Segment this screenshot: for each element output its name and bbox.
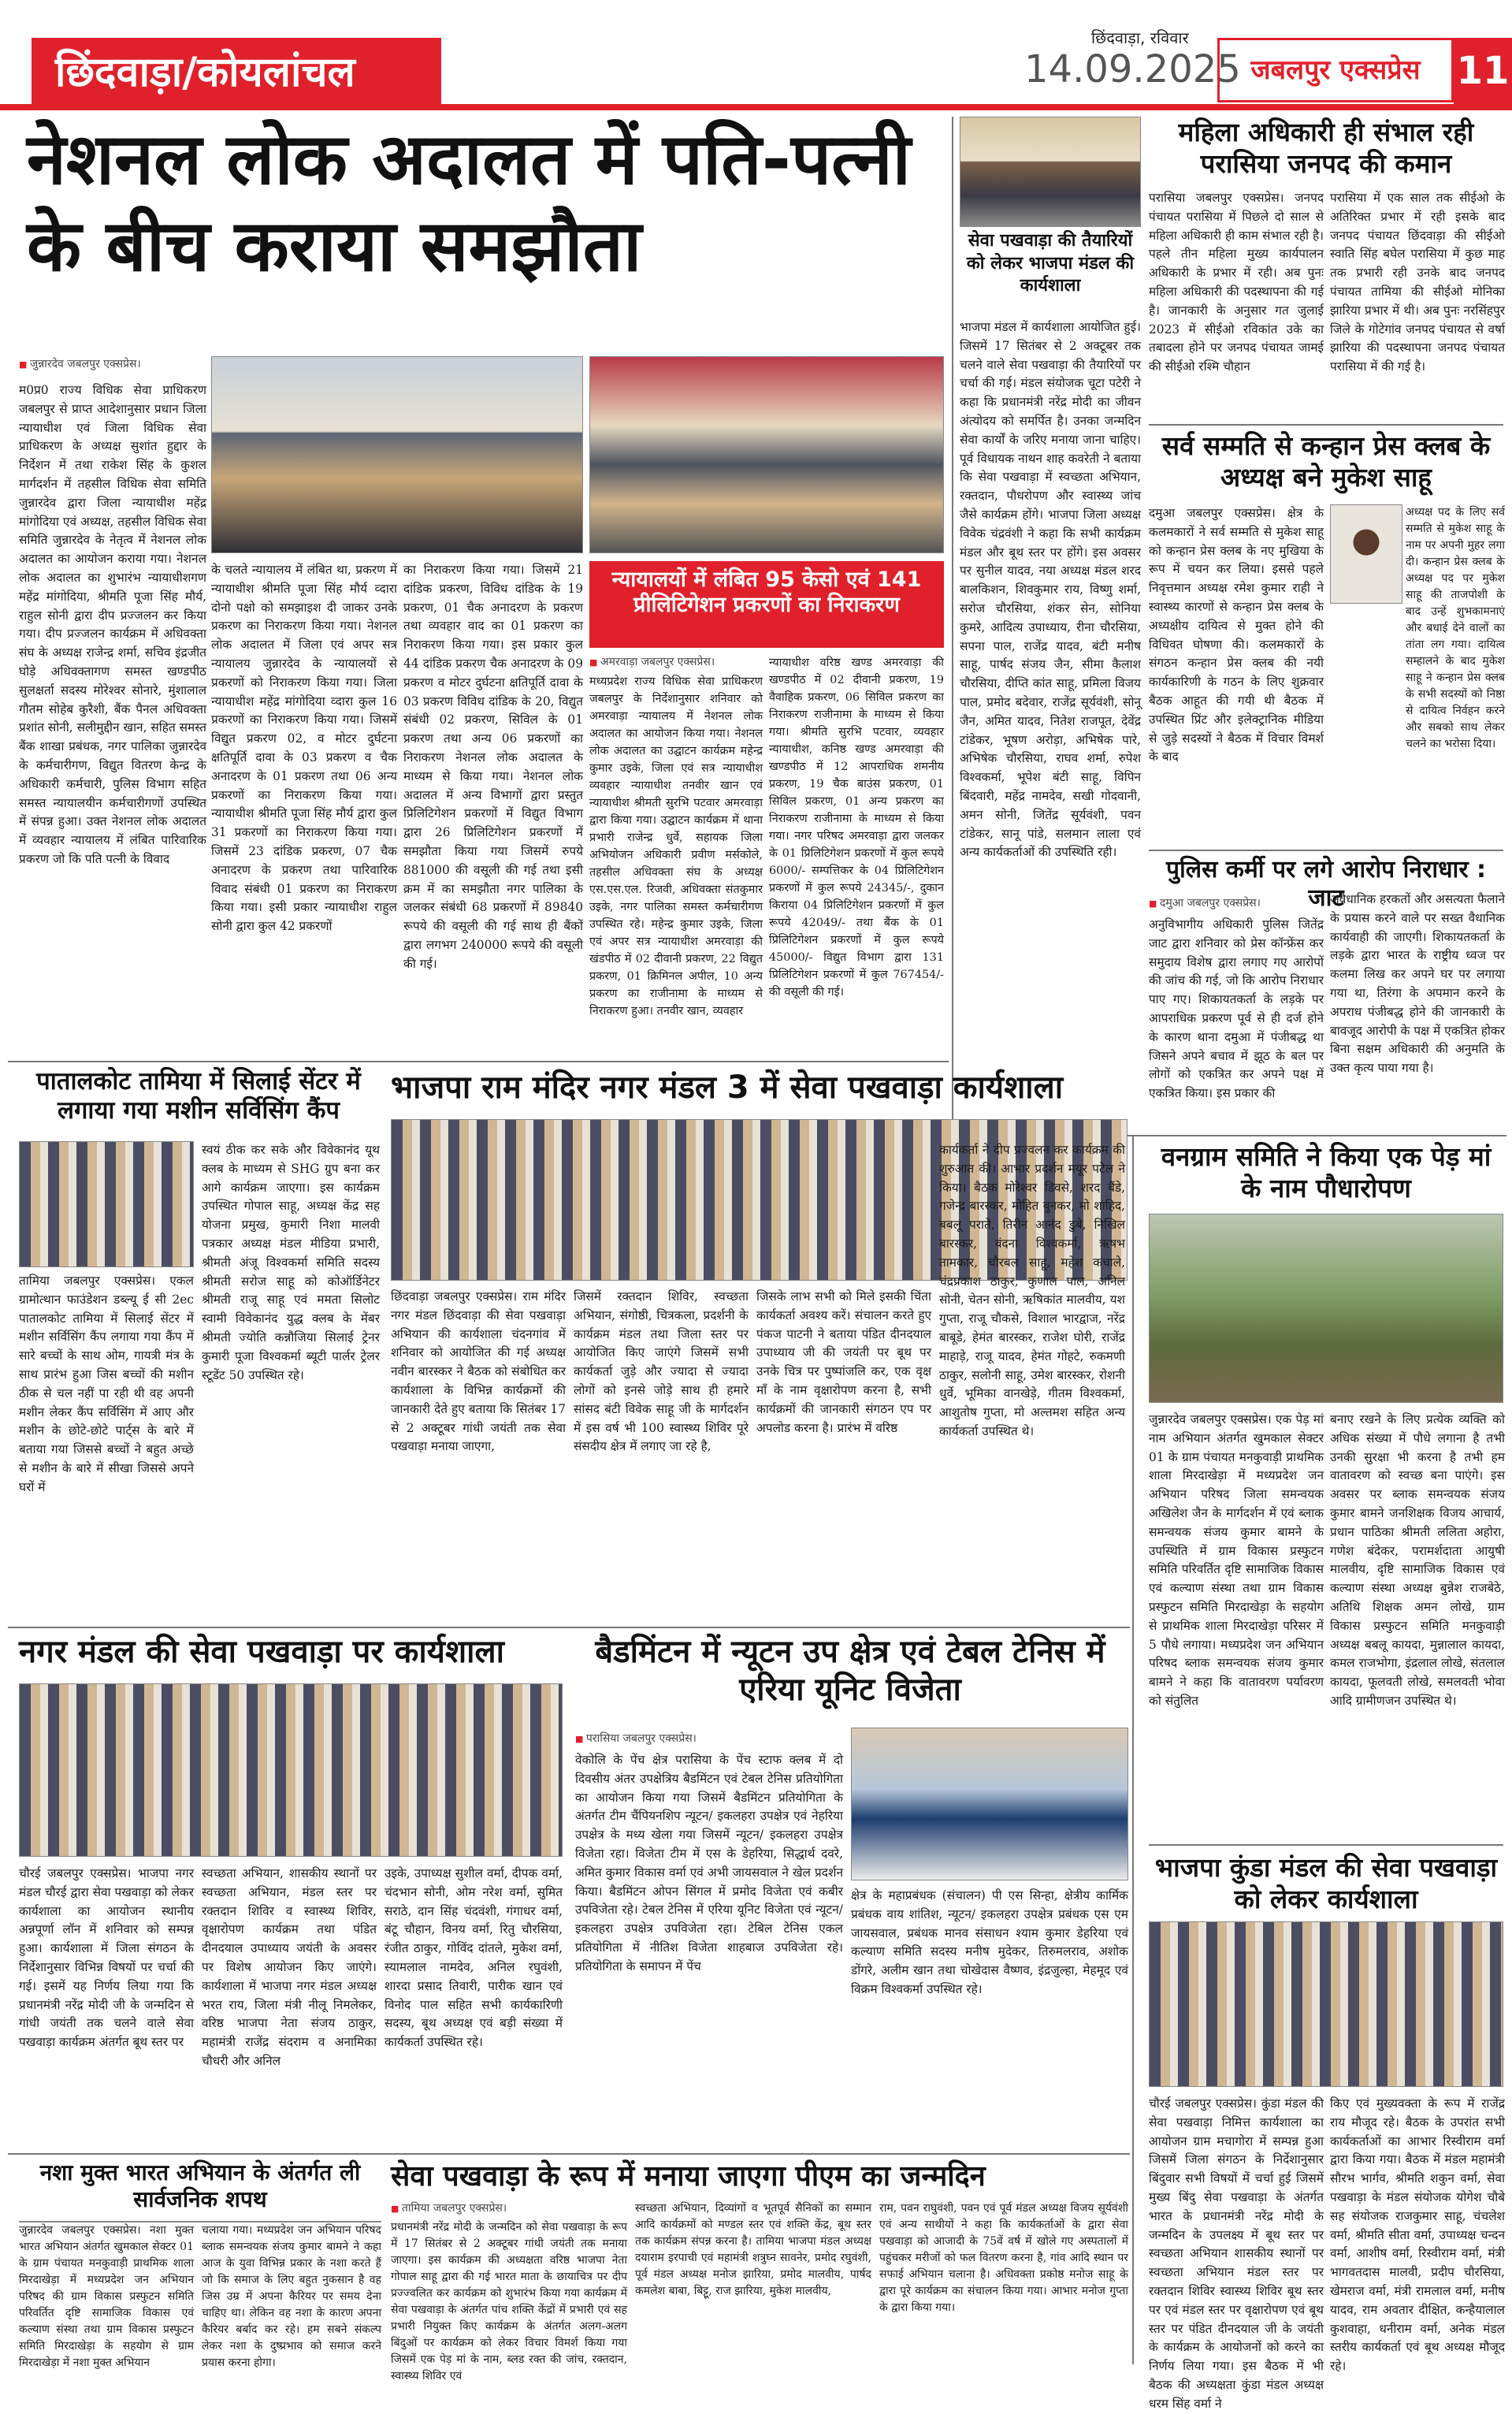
- s8-headline: वनग्राम समिति ने किया एक पेड़ मां के नाम पौधारोपण: [1161, 1141, 1492, 1203]
- s3-column-1: परासिया जबलपुर एक्सप्रेस। जनपद पंचायत परासिया में पिछले दो साल से महिला अधिकारी ही काम संभाल रही है। पहले तीन महिला मुख्य कार्यपालन अधिकारी के प्रभार में रही। अब पुनः महिला अधिकारी की पदस्थापना की गई है। जानकारी के अनुसार गत जुलाई 2023 में सीईओ रविकांत उके का तबादला होने पर जनपद पंचायत जामई की सीईओ रश्मि चौहान: [1149, 191, 1324, 374]
- paper-name: जबलपुर एक्सप्रेस: [1217, 38, 1454, 102]
- s10-photo: [851, 1728, 1128, 1880]
- s7-column-2: जिसमें रक्तदान शिविर, स्वच्छता अभियान, संगोष्ठी, चित्रकला, प्रदर्शनी के कार्यक्रम मंडल तथा जिला स्तर पर आयोजित किए जाएंगे जिसमें सभी कार्यकर्ता जुड़े और ज्यादा से ज्यादा लोगों को इनसे जोड़े साथ ही हमारे सांसद बंटी विवेक साहू जी के मार्गदर्शन में इस वर्ष भी 100 स्वास्थ्य शिविर पूरे संसदीय क्षेत्र में लगाए जा रहे है,: [574, 1289, 749, 1454]
- s4-column-2: अध्यक्ष पद के लिए सर्व सम्मति से मुकेश साहू के नाम पर अपनी मुहर लगा दी। कन्हान प्रेस क्लब के अध्यक्ष पद पर मुकेश साहू की ताजपोशी के बाद उन्हें शुभकामनाएं और बधाई देने वालों का तांता लग गया। दायित्व सम्हालने के बाद मुकेश साहू ने कन्हान प्रेस क्लब के सभी सदस्यों को निष्ठा से दायित्व निर्वहन करने और सबको साथ लेकर चलने का भरोसा दिया।: [1406, 506, 1505, 750]
- s12-headline: सेवा पखवाड़ा के रूप में मनाया जाएगा पीएम का जन्मदिन: [391, 2160, 986, 2193]
- rule: [8, 2153, 1130, 2155]
- s5-column-2: अवैधानिक हरकतों और असत्यता फैलाने के प्रयास करने वाले पर सख्त वैधानिक कार्यवाही की जाएगी। शिकायतकर्ता के लड़के द्वारा भारत के राष्ट्रीय ध्वज पर कलमा लिख कर अपने घर पर लगाया गया था, तिरंगा के अपमान करने के अपराध पंजीबद्ध होने की जानकारी के बावजूद आरोपी के पक्ष में एकत्रित होकर बिना सक्षम अधिकारी की अनुमति के उक्त कृत्य पाया गया है।: [1330, 892, 1505, 1076]
- s6-photo: [19, 1141, 194, 1267]
- s12-column-2: स्वच्छता अभियान, दिव्यांगों व भूतपूर्व सैनिकों का सम्मान आदि कार्यक्रमों को मण्डल स्तर एवं शक्ति केंद्र, बूथ स्तर तक कार्यक्रम संपन्न करना है। तामिया भाजपा मंडल अध्यक्ष दयाराम इरपाची एवं महामंत्री शत्रुघ्न सावनेर, प्रमोद रघुवंशी, पूर्व मंडल अध्यक्ष मनोज झारिया, प्रमोद मालवीय, पार्षद कमलेश बाबा, बिट्टू, राज झारिया, मुकेश मालवीय,: [635, 2202, 871, 2297]
- s10-column-1: वेकोलि के पेंच क्षेत्र परासिया के पेंच स्टाफ क्लब में दो दिवसीय अंतर उपक्षेत्रिय बैडमिंटन एवं टेबल टेनिस प्रतियोगिता का आयोजन किया गया जिसमें बैडमिंटन प्रतियोगिता के अंतर्गत टीम चैंपियनशिप न्यूटन/ इकलहरा उपक्षेत्र एवं नेहरिया उपक्षेत्र के मध्य खेला गया जिसमें न्यूटन/ इकलहरा उपक्षेत्र विजेता रहा। विजेता टीम में एस के डेहरिया, सिद्धार्थ दवरे, अमित कुमार विकास वर्मा एवं अभी जायसवाल ने खेल प्रदर्शन किया। बैडमिंटन ओपन सिंगल में प्रमोद विजेता एवं कबीर उपविजेता रहे। टेबल टेनिस में एरिया यूनिट विजेता एवं न्यूटन/ इकलहरा उपक्षेत्र उपविजेता रहा। टेबिल टेनिस एकल प्रतियोगिता में नीतिश विजेता शाहबाज उपविजेता रहे। प्रतियोगिता के समापन में पेंच: [575, 1753, 843, 1973]
- s6-column-2: स्वयं ठीक कर सके और विवेकानंद यूथ क्लब के माध्यम से SHG ग्रुप बना कर आगे कार्यक्रम जाएगा। इस कार्यक्रम उपस्थित गोपाल साहू, अध्यक्ष केंद्र सह योजना प्रमुख, कुमारी निशा मालवी पत्रकार अध्यक्ष मंडल मीडिया प्रभारी, श्रीमती अंजू विश्वकर्मा समिति सदस्य श्रीमती सरोज साहू को कोऑर्डिनेटर श्रीमती राजू साहू एवं ममता सिलोट स्वामी विवेकानंद युद्ध क्लब के मेंबर श्रीमती ज्योति कन्नौजिया सिलाई ट्रेनर कुमारी पूजा विश्वकर्मा ब्यूटी पार्लर ट्रेलर स्टूडेंट 50 उपस्थित रहे।: [202, 1143, 380, 1382]
- s13-column-1: चौरई जबलपुर एक्सप्रेस। कुंडा मंडल की सेवा पखवाड़ा निमित्त कार्यशाला का आयोजन ग्राम मचागोरा में सम्पन्न हुआ जिसमें जिला संगठन के निर्देशानुसार बिंदुवार सभी विषयों में चर्चा हुई जिसमें मुख्य बिंदु सेवा पखवाड़ा के अंतर्गत भारत के प्रधानमंत्री नरेंद्र मोदी के जन्मदिन के उपलक्ष्य में बूथ स्तर पर स्वच्छता अभियान शासकीय स्थानों पर स्वच्छता अभियान मंडल स्तर पर रक्तदान शिविर स्वास्थ्य शिविर बूथ स्तर पर एवं मंडल स्तर पर वृक्षारोपण एवं बूथ स्तर पर पंडित दीनदयाल जी के जयंती के कार्यक्रम के आयोजनों को करने का निर्णय लिया गया। इस बैठक में भी बैठक की अध्यक्षता कुंडा मंडल अध्यक्ष धरम सिंह वर्मा ने: [1149, 2096, 1324, 2411]
- s7-column-3: जिसके लाभ सभी को मिले इसकी चिंता कार्यकर्ता अवश्य करें। संचालन करते हुए पंकज पाटनी ने बताया पंडित दीनदयाल उपाध्याय जी की जयंती पर बूथ पर उनके चित्र पर पुष्पांजलि कर, एक वृक्ष माँ के नाम वृक्षारोपण करना है, सभी कार्यक्रमों की जानकारी संगठन एप पर अपलोड करना है। प्रारंभ में वरिष्ठ: [756, 1289, 931, 1435]
- s2-photo: [960, 117, 1141, 227]
- s13-headline: भाजपा कुंडा मंडल की सेवा पखवाड़ा को लेकर कार्यशाला: [1154, 1852, 1498, 1914]
- header-date: 14.09.2025: [1024, 47, 1241, 91]
- lead-column-2: के चलते न्यायालय में लंबित था, प्रकरण में न्यायाधीश श्रीमति पूजा सिंह मौर्य व्दारा दोनो पक्षो को समझाइश दी जाकर उनके प्रकरण का निराकरण किया गया। नेशनल लोक अदालत में जिला एवं अपर सत्र न्यायालय जुन्नारदेव के न्यायालयों से प्रकरणों को निराकरण किया गया। जिला न्यायाधीश महेंद्र मांगोदिया व्दारा कुल 16 प्रकरणों का निराकरण किया गया। जिसमें विद्युत प्रकरण 02, व मोटर दुर्घटना क्षतिपूर्ति दावा के 03 प्रकरण व चैक अनादरण के 01 प्रकरण तथा 06 अन्य प्रकरणों का निराकरण किया गया। न्यायाधीश श्रीमति पूजा सिंह मौर्य द्वारा कुल 31 प्रकरणों का निराकरण किया गया। जिसमें 23 दांडिक प्रकरण, 07 चैक अनादरण के प्रकरण तथा पारिवारिक विवाद संबंधी 01 प्रकरण का निराकरण किया गया। इसी प्रकार न्यायाधीश राहुल सोनी द्वारा कुल 42 प्रकरणों: [211, 563, 397, 934]
- s2-headline: सेवा पखवाड़ा की तैयारियों को लेकर भाजपा मंडल की कार्यशाला: [966, 231, 1135, 296]
- s13-photo: [1149, 1921, 1503, 2087]
- lead-column-3: का निराकरण किया गया। जिसमें 21 दांडिक प्रकरण, विविध दांडिक के 19 प्रकरण, 01 चैक अनादरण के प्रकरण तथा व्यवहार वाद का 01 प्रकरण का निराकरण किया गया। इस प्रकार कुल 44 दांडिक प्रकरण चैक अनादरण के 09 प्रकरण व मोटर दुर्घटना क्षतिपूर्ति दावा के 03 प्रकरण विविध दांडिक के 20, विद्युत संबंधी 02 प्रकरण, सिविल के 01 प्रकरण तथा अन्य 06 प्रकरणों का निराकरण नेशनल लोक अदालत के माध्यम से किया गया। नेशनल लोक अदालत में अन्य विभागों द्वारा प्रस्तुत प्रिलिटिगेशन प्रकरणों में विद्युत विभाग द्वारा 26 प्रिलिटिगेशन प्रकरणों में समझौता किया गया जिसमें रुपये 881000 की वसूली की गई तथा इसी क्रम में का समझौता नगर पालिका के जलकर संबंधी 68 प्रकरणों में 89840 रूपये की वसूली की गई साथ ही बैंकों द्वारा लगभग 240000 रूपये की वसूली की गई।: [403, 563, 583, 971]
- rule: [8, 1627, 1130, 1628]
- section-label: छिंदवाड़ा/कोयलांचल: [32, 38, 441, 107]
- s8-column-1: जुन्नारदेव जबलपुर एक्सप्रेस। एक पेड़ मां नाम अभियान अंतर्गत खुमकाल सेक्टर 01 के ग्राम पंचायत मनकुवाड़ी प्राथमिक शाला मिरदाखेड़ा में मध्यप्रदेश जन अभियान परिषद जिला समन्वयक अखिलेश जैन के मार्गदर्शन में एवं ब्लाक समन्वयक संजय कुमार बामने के उपस्थिति में ग्राम विकास प्रस्फुटन समिति परिवर्तित दृष्टि सामाजिक विकास एवं कल्याण संस्था तथा ग्राम विकास प्रस्फुटन समिति मिरदाखेड़ा के सहयोग से प्राथमिक शाला मिरदाखेड़ा परिसर में 5 पौधे लगाया। मध्यप्रदेश जन अभियान परिषद ब्लाक समन्वयक संजय कुमार बामने ने कहा कि वातावरण पर्यावरण को संतुलित: [1149, 1412, 1324, 1708]
- s4-column-1: दमुआ जबलपुर एक्सप्रेस। क्षेत्र के कलमकारों ने सर्व सम्मति से मुकेश साहू को कन्हान प्रेस क्लब के नए मुखिया के रूप में चयन कर लिया। इससे पहले निवृत्तमान अध्यक्ष रमेश कुमार राही ने स्वास्थ्य कारणों से कन्हान प्रेस क्लब के अध्यक्षीय दायित्व से मुक्त होने की विधिवत घोषणा की। कलमकारों के संगठन कन्हान प्रेस क्लब की नयी कार्यकारिणी के गठन के लिए शुक्रवार बैठक आहूत की गयी थी बैठक में उपस्थित प्रिंट और इलेक्ट्रानिक मीडिया से जुड़े सदस्यों ने बैठक में विचार विमर्श के बाद: [1149, 506, 1324, 764]
- s13-column-2: किए एवं मुख्यवक्ता के रूप में राजेंद्र राय मौजूद रहे। बैठक के उपरांत सभी कार्यकर्ताओं का आभार रिस्वीराम वर्मा द्वारा किया गया। बैठक में मंडल महामंत्री सौरभ भार्गव, श्रीमति शकुन वर्मा, सेवा पखवाड़ा के मंडल संयोजक योगेश चौबे सह संयोजक राजकुमार साहू, चंचलेश वर्मा, श्रीमति सीता वर्मा, उपाध्यक्ष चन्दन वर्मा, आशीष वर्मा, रिस्वीराम वर्मा, मंत्री भागवतदास मालवी, प्रदीप चौरसिया, खेमराज वर्मा, मंत्री रामलाल वर्मा, मनीष यादव, राम अवतार दीक्षित, कन्हैयालाल कुशवाहा, धनीराम वर्मा, अनेक मंडल स्तरीय कार्यकर्ता एवं बूथ अध्यक्ष मौजूद रहे।: [1330, 2096, 1505, 2374]
- s11-headline: नशा मुक्त भारत अभियान के अंतर्गत ली सार्वजनिक शपथ: [39, 2159, 361, 2212]
- box-headline: न्यायालयों में लंबित 95 केसो एवं 141 प्रीलिटिगेशन प्रकरणों का निराकरण: [589, 561, 944, 648]
- page-number: 11: [1454, 38, 1512, 104]
- box-column-2: न्यायाधीश वरिष्ठ खण्ड अमरवाड़ा की खण्डपीठ में 02 दीवानी प्रकरण, 19 वैवाहिक प्रकरण, 06 सिविल प्रकरण का निराकरण राजीनामा के माध्यम से किया गया। श्रीमति सुरभि पटवार, व्यवहार न्यायाधीश, कनिष्ठ खण्ड अमरवाड़ा की खण्डपीठ में 12 आपराधिक शमनीय प्रकरण, 19 चैक बाउंस प्रकरण, 01 सिविल प्रकरण, 01 अन्य प्रकरण का निराकरण राजीनामा के माध्यम से किया गया। नगर परिषद अमरवाड़ा द्वारा जलकर के 01 प्रिलिटिगेशन प्रकरणों में कुल रूपये 6000/- सम्पत्तिकर के 04 प्रिलिटिगेशन प्रकरणों में कुल रूपये 24345/-, दुकान किराया 04 प्रिलिटिगेशन प्रकरणों में कुल रूपये 42049/- तथा बैंक के 01 प्रिलिटिगेशन प्रकरणों में कुल रूपये 45000/- विद्युत विभाग द्वारा 131 प्रिलिटिगेशन प्रकरणों में कुल 767454/- की वसूली की गई।: [769, 657, 944, 999]
- rule: [1149, 424, 1503, 426]
- rule: [1149, 1844, 1503, 1846]
- s10-headline: बैडमिंटन में न्यूटन उप क्षेत्र एवं टेबल टेनिस में एरिया यूनिट विजेता: [595, 1634, 1105, 1708]
- s3-headline: महिला अधिकारी ही संभाल रही परासिया जनपद की कमान: [1178, 117, 1474, 179]
- lead-photo-event: [589, 356, 944, 553]
- column-divider: [1132, 1135, 1134, 2364]
- s12-byline: ■ तामिया जबलपुर एक्सप्रेस।: [391, 2200, 627, 2215]
- s8-column-2: बनाए रखने के लिए प्रत्येक व्यक्ति को अधिक संख्या में पौधे लगाना है तभी उनकी सुरक्षा भी करना है तभी हम वातावरण को स्वच्छ बना पाएंगे। इस अवसर पर ब्लाक समन्वयक संजय कुमार बामने जनशिक्षक विजय आचार्य, प्रधान पाठिका श्रीमती ललिता अहोरा, गणेश बंदेकर, परामर्शदाता आयुषी मालवीय, दृष्टि सामाजिक विकास एवं कल्याण संस्था अध्यक्ष बुन्नेश राजबेठे, अतिथि शिक्षक अमन लोखे, ग्राम विकास प्रस्फुटन समिति मनकुवाड़ी अध्यक्ष बबलू कायदा, मुन्नालाल कायदा, कमल राजभोगा, इंद्रलाल लोखे, संतलाल कायदा, फूलवती लोखे, समलवती भोवा आदि ग्रामीणजन उपस्थित थे।: [1330, 1412, 1505, 1708]
- s10-column-2: क्षेत्र के महाप्रबंधक (संचालन) पी एस सिन्हा, क्षेत्रीय कार्मिक प्रबंधक वाय शांतिश, न्यूटन/ इकलहरा उपक्षेत्र प्रबंधक एस एम जायसवाल, प्रबंधक मानव संसाधन श्याम कुमार डेहरिया एवं कल्याण समिति सदस्य मनीष मुदेकर, तिरुमलराव, अशोक डोंगरे, अलीम खान तथा चोखेदास वैष्णव, इंद्रजुल्हा, मेहमूद एवं विक्रम विश्वकर्मा उपस्थित रहे।: [851, 1888, 1128, 1996]
- lead-column-1: म0प्र0 राज्य विधिक सेवा प्राधिकरण जबलपुर से प्राप्त आदेशानुसार प्रधान जिला न्यायाधीश एवं जिला विधिक सेवा प्राधिकरण के अध्यक्ष सुशांत हुद्दार के निर्देशन में तथा राकेश सिंह के कुशल मार्गदर्शन में तहसील विधिक सेवा समिति जुन्नारदेव द्वारा जिला न्यायाधीश महेंद्र मांगोदिया एवं अध्यक्ष, तहसील विधिक सेवा समिति जुन्नारदेव के नेतृत्व में नेशनल लोक अदालत का आयोजन कराया गया। नेशनल लोक अदालत का शुभारंभ न्यायाधीशगण महेंद्र मांगोदिया, श्रीमति पूजा सिंह मौर्य, राहुल सोनी द्वारा दीप प्रज्जलन कर किया गया। दीप प्रज्जलन कार्यक्रम में अधिवक्ता संघ के अध्यक्ष राजेन्द्र शर्मा, सचिव इंद्रजीत घोड़े अधिवक्तागण समस्त खण्डपीठ सुलक्षर्ता सदस्य मोरेश्वर सोनारे, मुंशालाल गौतम सोहेब कुरैशी, बैंक पैनल अधिवक्ता प्रशांत सोनी, सलीमुद्दीन खान, सहित समस्त बैंक शाखा प्रबंधक, नगर पालिका जुन्नारदेव के कर्मचारीगण, विद्युत वितरण केन्द्र के अधिकारी कर्मचारी, पुलिस विभाग सहित समस्त न्यायालयीन कर्मचारीगणों उपस्थित में संपन्न हुआ। उक्त नेशनल लोक अदालत में व्यवहार न्यायालय में लंबित पारिवारिक प्रकरण जो कि पति पत्नी के विवाद: [19, 383, 206, 866]
- box-byline: ■ अमरवाड़ा जबलपुर एक्सप्रेस।: [589, 654, 763, 669]
- s12-column-1: प्रधानमंत्री नरेंद्र मोदी के जन्मदिन को सेवा पखवाड़ा के रूप में 17 सितंबर से 2 अक्टूबर गांधी जयंती तक मनाया जाएगा। इस कार्यक्रम की अध्यक्षता वरिष्ठ भाजपा नेता गोपाल साहू द्वारा की गई भारत माता के छायाचित्र पर दीप प्रज्ज्वलित कर कार्यक्रम को शुभारंभ किया गया कार्यक्रम में सेवा पखवाड़ा के अंतर्गत पांच शक्ति केंद्रों में प्रभारी एवं सह प्रभारी नियुक्त किए कार्यक्रम के अंतर्गत अलग-अलग बिंदुओं पर कार्यक्रम को लेकर विचार विमर्श किया गया जिसमें एक पेड़ मां के नाम, ब्लड रक्त की जांच, रक्तदान, स्वास्थ्य शिविर एवं: [391, 2221, 627, 2382]
- s6-headline: पातालकोट तामिया में सिलाई सेंटर में लगाया गया मशीन सर्विसिंग कैंप: [36, 1067, 361, 1125]
- lead-byline: ■ जुन्नारदेव जबलपुर एक्सप्रेस।: [19, 356, 208, 371]
- s7-column-1: छिंदवाड़ा जबलपुर एक्सप्रेस। राम मंदिर नगर मंडल छिंदवाड़ा की सेवा पखवाड़ा अभियान की कार्यशाला चंदनगांव में शनिवार को आयोजित की गई अध्यक्ष नवीन बारस्कर ने बैठक को संबोधित कर कार्यशाला के विभिन्न कार्यक्रमों की जानकारी देते हुए बताया कि सितंबर 17 से 2 अक्टूबर गांधी जयंती तक सेवा पखवाड़ा मनाया जाएगा,: [391, 1289, 566, 1454]
- s10-byline: ■ परासिया जबलपुर एक्सप्रेस।: [575, 1731, 843, 1746]
- s12-column-3: राम, पवन राघुवंशी, पवन एवं पूर्व मंडल अध्यक्ष विजय सूर्यवंशी एवं अन्य साथीयों ने कहा कि कार्यकर्ताओं के द्वारा सेवा पखवाड़ा को आजादी के 75वें वर्ष में खोले गए अस्पतालों में पहुंचकर मरीजों को फल वितरण करना है, गांव आदि स्थान पर सफाई अभियान चलाना है। अधिवक्ता प्रकोष्ठ मनोज साहू के द्वारा पूरे कार्यक्रम का संचालन किया गया। आभार मनोज गुप्ता के द्वारा किया गया।: [879, 2202, 1128, 2314]
- s4-portrait: [1330, 504, 1402, 604]
- s3-column-2: परासिया में एक साल तक सीईओ के अतिरिक्त प्रभार में रही इसके बाद जनपद पंचायत छिंदवाड़ा की सीईओ स्वाति सिंह बघेल परासिया में कुछ माह तक प्रभारी रही उनके बाद जनपद पंचायत तामिया की सीईओ मोनिका झारिया प्रभार में थी। अब पुनः नरसिंहपुर जिले के गोटेगांव जनपद पंचायत से वर्षा झारिया की पदस्थापना जनपद पंचायत परासिया में की गई है।: [1330, 191, 1505, 374]
- lead-headline: नेशनल लोक अदालत में पति-पत्नी के बीच कराया समझौता: [27, 118, 911, 288]
- s7-column-4: कार्यकर्ता ने दीप प्रज्वलन कर कार्यक्रम की शुरुआत की। आभार प्रदर्शन मयूर पटेल ने किया। बैठक मोरेश्वर डिवसे, शरद बैंडे, गजेन्द्र बारस्कर, मोहित बुनकर, मो शाहिद, बबलू पराते, तिरीन आनंद डुबे, निखिल बारस्कर, वंदना विश्वकर्मा, ऋषभ तामकार, चौरबल साहू, महेश कचाले, चंद्रप्रकाश ठाकुर, कुणाल पाल, अनिल सोनी, चेतन सोनी, ऋषिकांत मालवीय, यश गुप्ता, राजू चौकसे, विशाल भारद्वाज, नरेंद्र बाबूडे, हेमंत बारस्कर, राजेश घोरी, राजेंद्र माहाड़े, राजू यादव, हेमंत गोहटे, रुकमणी ठाकुर, सलोनी साहू, उमेश बारस्कर, रोशनी धुर्वे, भूमिका वानखेड़े, गीतम विश्वकर्मा, आशुतोष गुप्ता, मो अल्तमश सहित अन्य कार्यकर्ता उपस्थित थे।: [939, 1143, 1125, 1438]
- s9-column-1: चौरई जबलपुर एक्सप्रेस। भाजपा नगर मंडल चौरई द्वारा सेवा पखवाड़ा को लेकर कार्यशाला का आयोजन स्थानीय अन्नपूर्णा लॉन में शनिवार को सम्पन्न हुआ। कार्यशाला में जिला संगठन के निर्देशानुसार विभिन्न विषयों पर चर्चा की गई। इसमें यह निर्णय लिया गया कि प्रधानमंत्री नरेंद्र मोदी जी के जन्मदिन से गांधी जयंती तक चलने वाले सेवा पखवाड़ा कार्यक्रम अंतर्गत बूथ स्तर पर: [19, 1866, 194, 2050]
- s8-photo: [1149, 1214, 1503, 1403]
- box-column-1: मध्यप्रदेश राज्य विधिक सेवा प्राधिकरण जबलपुर के निर्देशानुसार शनिवार को अमरवाड़ा न्यायालय में नेशनल लोक अदालत का आयोजन किया गया। नेशनल लोक अदालत का उद्घाटन कार्यक्रम महेन्द्र कुमार उइके, जिला एवं सत्र न्यायाधीश व्यवहार न्यायाधीश तनवीर खान एवं न्यायाधीश श्रीमती सुरभि पटवार अमरवाड़ा द्वारा किया गया। उद्घाटन कार्यक्रम में थाना प्रभारी राजेन्द्र धुर्वे, सहायक जिला अभियोजन अधिकारी प्रवीण मर्सकोले, तहसील अधिवक्ता संघ के अध्यक्ष एस.एस.एल. रिजवी, अधिवक्ता संतकुमार उइके, नगर पालिका समस्त कर्मचारीगण उपस्थित रहे। महेन्द्र कुमार उइके, जिला एवं अपर सत्र न्यायाधीश अमरवाड़ा की खंडपीठ में 02 दीवानी प्रकरण, 22 विद्युत प्रकरण, 01 क्रिमिनल अपील, 10 अन्य प्रकरण का राजीनामा के माध्यम से निराकरण हुआ। तनवीर खान, व्यवहार: [589, 675, 763, 1017]
- s5-headline: पुलिस कर्मी पर लगे आरोप निराधार : जाट: [1165, 856, 1487, 912]
- s9-column-3: उइके, उपाध्यक्ष सुशील वर्मा, दीपक वर्मा, चंदभान सोनी, ओम नरेश वर्मा, सुमित सराठे, दान सिंह चंदवंशी, गंगाधर वर्मा, बंटू चौहान, विनय वर्मा, रितु चौरसिया, रंजीत ठाकुर, गोविंद दांतले, मुकेश वर्मा, स्यामलाल नामदेव, अनिल रघुवंशी, शारदा प्रसाद तिवारी, पारीक खान एवं विनोद पाल सहित सभी कार्यकारिणी सदस्य, बूथ अध्यक्ष एवं बड़ी संख्या में कार्यकर्ता उपस्थित रहे।: [385, 1866, 563, 2050]
- s9-column-2: स्वच्छता अभियान, शासकीय स्थानों पर स्वच्छता अभियान, मंडल स्तर पर रक्तदान शिविर व स्वास्थ्य शिविर, वृक्षारोपण कार्यक्रम तथा पंडित दीनदयाल उपाध्याय जयंती के अवसर पर विशेष आयोजन किए जाएंगे। कार्यशाला में भाजपा नगर मंडल अध्यक्ष भरत राय, जिला मंत्री नीलू निमलेकर, वरिष्ठ भाजपा नेता संजय ठाकुर, महामंत्री राजेंद्र संदराम व अनामिका चौधरी और अनिल: [202, 1866, 377, 2068]
- lead-photo-group: [211, 356, 583, 553]
- s9-headline: नगर मंडल की सेवा पखवाड़ा पर कार्यशाला: [19, 1634, 504, 1670]
- column-divider: [952, 117, 953, 1141]
- header-city-day: छिंदवाड़ा, रविवार: [1091, 28, 1189, 47]
- s6-column-1: तामिया जबलपुर एक्सप्रेस। एकल ग्रामोत्थान फाउंडेशन डब्ल्यू ई सी 2ec पातालकोट तामिया में सिलाई सेंटर में मशीन सर्विसिंग कैंप लगाया गया कैंप में सारे बच्चों के साथ ओम, गायत्री मंत्र के साथ प्रारंभ हुआ जिस बच्चों की मशीन ठीक से चल नहीं पा रही थी वह अपनी मशीन लेकर कैंप सर्विसिंग में आए और मशीन के छोटे-छोटे पार्ट्स के बारे में बताया गया जिससे बच्चों ने बहुत अच्छे से मशीन के बारे में सीखा जिससे अपने घरों में: [19, 1274, 194, 1494]
- s11-column-1: जुन्नारदेव जबलपुर एक्सप्रेस। नशा मुक्त भारत अभियान अंतर्गत खुमकाल सेक्टर 01 के ग्राम पंचायत मनकुवाड़ी प्राथमिक शाला मिरदाखेड़ा में मध्यप्रदेश जन अभियान परिषद की ग्राम विकास प्रस्फुटन समिति परिवर्तित दृष्टि सामाजिक विकास एवं कल्याण संस्था तथा ग्राम विकास प्रस्फुटन समिति मिरदाखेड़ा के सहयोग से ग्राम मिरदाखेड़ा में नशा मुक्त अभियान: [19, 2224, 194, 2369]
- rule: [8, 1061, 949, 1062]
- s5-byline: ■ दमुआ जबलपुर एक्सप्रेस।: [1149, 895, 1324, 910]
- s7-headline: भाजपा राम मंदिर नगर मंडल 3 में सेवा पखवाड़ा कार्यशाला: [391, 1069, 1064, 1106]
- s9-photo: [19, 1683, 563, 1857]
- header-rule: [0, 104, 1512, 110]
- s2-body: भाजपा मंडल में कार्यशाला आयोजित हुई। जिसमें 17 सितंबर से 2 अक्टूबर तक चलने वाले सेवा पखवाड़ा की तैयारियों पर चर्चा की गई। मंडल संयोजक चूटा पटेरी ने कहा कि प्रधानमंत्री नरेंद्र मोदी का जीवन अंत्योदय को समर्पित है। उनका जन्मदिन सेवा कार्यों के जरिए मनाया जाना चाहिए। पूर्व विधायक नाथन शाह कवरेती ने बताया कि सेवा पखवाड़ा में स्वच्छता अभियान, रक्तदान, पौधरोपण और स्वास्थ्य जांच जैसे कार्यक्रम होंगे। भाजपा जिला अध्यक्ष विवेक चंद्रवंशी ने कहा कि सभी कार्यक्रम मंडल और बूथ स्तर पर होंगे। इस अवसर पर सुनील यादव, नया अध्यक्ष मंडल शरद बालकिशन, शिवकुमार राय, विष्णु शर्मा, सरोज चौरसिया, शंकर सेन, सोनिया कुमरे, आदित्य उपाध्याय, रीना चौरसिया, सपना पाल, राजेंद्र यादव, बंटी मनीष साहू, पार्षद संजय जैन, सीमा कैलाश चौरसिया, दीप्ति कांत साहू, प्रमिला विजय पाल, प्रमोद बदेवार, राजेंद्र सूर्यवंशी, सोनू जैन, अमित यादव, नितेश राजपूत, देवेंद्र टांडेकर, भूषण अरोड़ा, अभिषेक पारे, अभिषेक चौरसिया, राघव शर्मा, रुपेश विश्वकर्मा, भूपेश बंटी साहू, विपिन बिंदवारी, महेंद्र नामदेव, सखी गोदवानी, अमन सोनी, जितेंद्र सूर्यवंशी, पवन टांडेकर, सानू पांडे, सलमान लाला एवं अन्य कार्यकर्ताओं की उपस्थिति रही।: [960, 320, 1141, 860]
- s4-headline: सर्व सम्मति से कन्हान प्रेस क्लब के अध्यक्ष बने मुकेश साहू: [1161, 430, 1491, 493]
- s11-column-2: चलाया गया। मध्यप्रदेश जन अभियान परिषद ब्लाक समन्वयक संजय कुमार बामने ने कहा आज के युवा विभिन्न प्रकार के नशा करते हैं जो कि समाज के लिए बहुत नुकसान है वह जिस उम्र में अपना कैरियर पर समय देना चाहिए था। लेकिन वह नशा के कारण अपना कैरियर बर्बाद कर रहे। हम सबने संकल्प लेकर नशा के दुष्प्रभाव को समाज करने प्रयास करना होगा।: [202, 2224, 381, 2369]
- s5-column-1: अनुविभागीय अधिकारी पुलिस जितेंद्र जाट द्वारा शनिवार को प्रेस कॉन्फ्रेंस कर समुदाय विशेष द्वारा लगाए गए आरोपों की जांच की गई, जो कि आरोप निराधार पाए गए। शिकायतकर्ता के लड़के पर आपराधिक प्रकरण पूर्व से ही दर्ज होने के कारण थाना दमुआ में पंजीबद्ध था जिसने अपने बचाव में झूठ के बल पर लोगों को एकत्रित कर अपने पक्ष में एकत्रित किया। इस प्रकार की: [1149, 917, 1324, 1101]
- rule: [1149, 850, 1503, 851]
